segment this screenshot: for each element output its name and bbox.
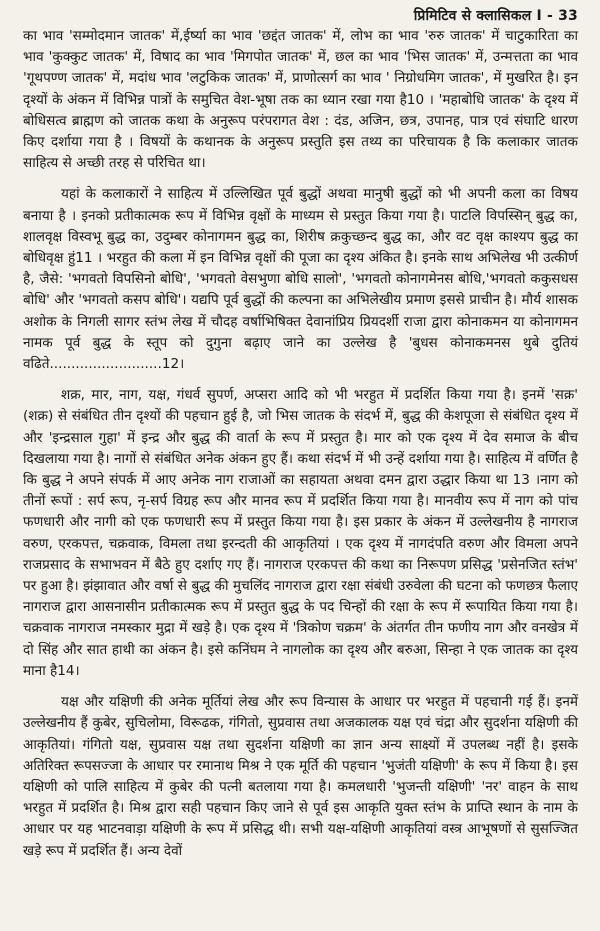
paragraph-4: यक्ष और यक्षिणी की अनेक मूर्तियां लेख और रूप विन्यास के आधार पर भरहुत में पहचानी गई हैं। इनमें उल्लेखनीय हैं कुबेर, सुचिलोमा, विरूढक, गंगितो, सुप्रवास तथा अजकालक यक्ष एवं चंद्रा और सुदर्शना यक्षिणी की आकृतियां। गंगितो यक्ष, सुप्रवास यक्ष तथा सुदर्शना यक्षिणी का ज्ञान अन्य साक्ष्यों में उपलब्ध नहीं है। इसके अतिरिक्त रूपसज्जा के आधार पर रमानाथ मिश्र ने एक मूर्ति की पहचान 'भुजंती यक्षिणी' के रूप में किया है। इस यक्षिणी को पालि साहित्य में कुबेर की पत्नी बतलाया गया है। कमलधारी 'भुजन्ती यक्षिणी' 'नर' वाहन के साथ भरहुत में प्रदर्शित है। मिश्र द्वारा सही पहचान किए जाने से पूर्व इस आकृति युक्त स्तंभ के प्राप्ति स्थान के नाम के आधार पर यह भाटनवाड़ा यक्षिणी के रूप में प्रसिद्ध थी। सभी यक्ष-यक्षिणी आकृतियां वस्त्र आभूषणों से सुसज्जित खड़े रूप में प्रदर्शित हैं। अन्य देवों [23,694,578,859]
paragraph-1: का भाव 'सम्मोदमान जातक' में,ईर्ष्या का भाव 'छद्दंत जातक' में, लोभ का भाव 'रुरु जातक' में चाटुकारिता का भाव 'कुक्कुट जातक' में, विषाद का भाव 'मिगपोत जातक' में, छल का भाव 'भिस जातक' में, उन्मत्तता का भाव 'गूथपण्ण जातक' में, मदांध भाव 'लटुकिक जातक' में, प्राणोत्सर्ग का भाव ' निग्रोधमिग जातक', में मुखरित है। इन दृश्यों के अंकन में विभिन्न पात्रों के समुचित वेश-भूषा तक का ध्यान रखा गया है10 । 'महाबोधि जातक' के दृश्य में बोधिसत्व ब्राह्मण को जातक कथा के अनुरूप परंपरागत वेश : दंड, अजिन, छत्र, उपानह, पात्र एवं संघाटि धारण किए दर्शाया गया है । विषयों के कथानक के अनुरूप प्रस्तुति इस तथ्य का परिचायक है कि कलाकार जातक साहित्य से अच्छी तरह से परिचित था। [23,28,578,172]
page-body [23,26,578,872]
paragraph-2: यहां के कलाकारों ने साहित्य में उल्लिखित पूर्व बुद्धों अथवा मानुषी बुद्धों को भी अपनी कला का विषय बनाया है । इनको प्रतीकात्मक रूप में विभिन्न वृक्षों के माध्यम से प्रस्तुत किया गया है। पाटलि विपस्सिन् बुद्ध का, शालवृक्ष विस्वभू बुद्ध का, उदुम्बर कोनागमन बुद्ध का, शिरीष क्रकुच्छन्द बुद्ध का, और वट वृक्ष काश्यप बुद्ध का बोधिवृक्ष हुं11 । भरहुत की कला में इन विभिन्न वृक्षों की पूजा का दृश्य अंकित है। इनके साथ अभिलेख भी उत्कीर्ण है, जैसे: 'भगवतो विपसिनो बोधि', 'भगवतो वेसभुणा बोधि सालो', 'भगवतो कोनागमेनस बोधि,'भगवतो ककुसधस बोधि' और 'भगवतो कसप बोधि'। यद्यपि पूर्व बुद्धों की कल्पना का अभिलेखीय प्रमाण इससे प्राचीन है। मौर्य शासक अशोक के निगली सागर स्तंभ लेख में चौदह वर्षाभिषिक्त देवानांप्रिय प्रियदर्शी राजा द्वारा कोनाकमन या कोनागमन नामक पूर्व बुद्ध के स्तूप को दुगुना बढ़ाए जाने का उल्लेख है 'बुधस कोनाकमनस थुबे दुतियं वढिते..........................12। [23,186,578,373]
paragraph-3: शक्र, मार, नाग, यक्ष, गंधर्व सुपर्ण, अप्सरा आदि को भी भरहुत में प्रदर्शित किया गया है। इनमें 'सक्र' (शक्र) से संबंधित तीन दृश्यों की पहचान हुई है, जो भिस जातक के संदर्भ में, बुद्ध की केशपूजा से संबंधित दृश्य में और 'इन्द्रसाल गुहा' में इन्द्र और बुद्ध की वार्ता के रूप में प्रस्तुत है। मार को एक दृश्य में देव समाज के बीच दिखलाया गया है। नागों से संबंधित अनेक अंकन हुए हैं। कथा संदर्भ में भी उन्हें दर्शाया गया है। साहित्य में वर्णित है कि बुद्ध ने अपने संपर्क में आए अनेक नाग राजाओं का सहायता अथवा दमन द्वारा उद्धार किया था 13 ।नाग को तीनों रूपों : सर्प रूप, नृ-सर्प विग्रह रूप और मानव रूप में प्रदर्शित किया गया है। मानवीय रूप में नाग को पांच फणधारी और नागी को एक फणधारी रूप में प्रस्तुत किया गया है। इस प्रकार के अंकन में उल्लेखनीय है नागराज वरुण, एरकपत्त, चक्रवाक, विमला तथा इरन्दती की आकृतियां । एक दृश्य में नागदंपति वरुण और विमला अपने राजप्रसाद के सभाभवन में बैठे हुए दर्शाए गए हैं। नागराज एरकपत्त की कथा का निरूपण प्रसिद्ध 'प्रसेनजित स्तंभ' पर हुआ है। झंझावात और वर्षा से बुद्ध की मुचलिंद नागराज द्वारा रक्षा संबंधी उरुवेला की घटना को फणछत्र फैलाए नागराज द्वारा आसनासीन प्रतीकात्मक रूप में प्रस्तुत बुद्ध के पद चिन्हों की रक्षा के रूप में रूपायित किया गया है। चक्रवाक नागराज नमस्कार मुद्रा में खड़े है। एक दृश्य में 'त्रिकोण चक्रम' के अंतर्गत तीन फणीय नाग और वनखेत्र में दो सिंह और सात हाथी का अंकन है। इसे कनिंघम ने नागलोक का दृश्य और बरुआ, सिन्हा ने एक जातक का दृश्य माना है14। [23,387,578,679]
running-header: प्रिमिटिव से क्लासिकल I - 33 [413,8,578,24]
